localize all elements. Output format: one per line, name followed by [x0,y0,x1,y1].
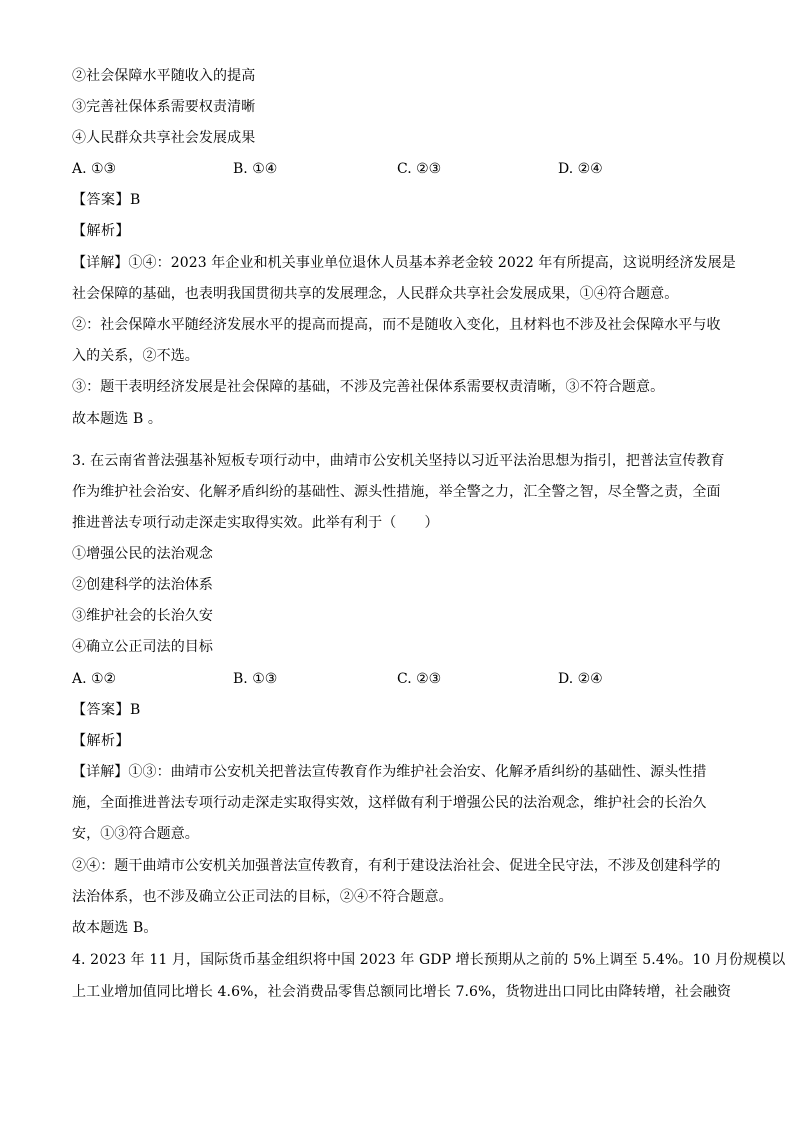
q2-detail-line: ③：题干表明经济发展是社会保障的基础，不涉及完善社保体系需要权责清晰，③不符合题意。 [72,379,665,395]
q4-stem-line: 4. 2023 年 11 月，国际货币基金组织将中国 2023 年 GDP 增长预期从之前的 5%上调至 5.4%。10 月份规模以 [72,952,786,968]
q2-analysis-label: 【解析】 [72,223,130,239]
q2-detail-line: 入的关系，②不选。 [72,348,199,364]
q3-analysis-label: 【解析】 [72,733,130,749]
q2-option-d: D. ②④ [558,161,603,177]
q2-options [72,159,722,179]
q3-option-c: C. ②③ [397,671,442,687]
q3-detail-line: 【详解】①③：曲靖市公安机关把普法宣传教育作为维护社会治安、化解矛盾纠纷的基础性、源头性措 [72,764,707,780]
q2-option-c: C. ②③ [397,161,442,177]
q3-stem-line: 3. 在云南省普法强基补短板专项行动中，曲靖市公安机关坚持以习近平法治思想为指引，把普法宣传教育 [72,453,725,469]
q3-item-1: ①增强公民的法治观念 [72,546,213,562]
q3-option-d: D. ②④ [558,671,603,687]
q2-item-2: ②社会保障水平随收入的提高 [72,68,256,84]
q3-options [72,669,722,689]
q2-detail-line: 【详解】①④：2023 年企业和机关事业单位退休人员基本养老金较 2022 年有所提高，这说明经济发展是 [72,255,736,271]
q4-stem-line: 上工业增加值同比增长 4.6%，社会消费品零售总额同比增长 7.6%，货物进出口同比由降转增，社会融资 [72,984,732,1000]
q3-stem-line: 推进普法专项行动走深走实取得实效。此举有利于（ ） [72,515,439,531]
q2-conclusion: 故本题选 B 。 [72,411,162,427]
q2-option-b: B. ①④ [233,161,278,177]
q3-item-3: ③维护社会的长治久安 [72,608,213,624]
q3-item-4: ④确立公正司法的目标 [72,639,213,655]
q2-item-3: ③完善社保体系需要权责清晰 [72,99,256,115]
q3-stem-line: 作为维护社会治安、化解矛盾纠纷的基础性、源头性措施，举全警之力，汇全警之智，尽全警之责，全面 [72,484,721,500]
q3-option-b: B. ①③ [233,671,278,687]
q2-item-4: ④人民群众共享社会发展成果 [72,130,256,146]
q3-item-2: ②创建科学的法治体系 [72,577,213,593]
q3-option-a: A. ①② [72,671,117,687]
q2-option-a: A. ①③ [72,161,117,177]
q3-detail-line: 法治体系，也不涉及确立公正司法的目标，②④不符合题意。 [72,889,453,905]
q2-answer: 【答案】B [72,192,141,208]
q3-detail-line: ②④：题干曲靖市公安机关加强普法宣传教育，有利于建设法治社会、促进全民守法，不涉及创建科学的 [72,858,721,874]
q2-detail-line: ②：社会保障水平随经济发展水平的提高而提高，而不是随收入变化，且材料也不涉及社会保障水平与收 [72,317,721,333]
q2-detail-line: 社会保障的基础，也表明我国贯彻共享的发展理念，人民群众共享社会发展成果，①④符合题意。 [72,286,679,302]
q3-conclusion: 故本题选 B。 [72,920,158,936]
q3-detail-line: 施，全面推进普法专项行动走深走实取得实效，这样做有利于增强公民的法治观念，维护社会的长治久 [72,795,707,811]
q3-answer: 【答案】B [72,702,141,718]
q3-detail-line: 安，①③符合题意。 [72,826,199,842]
